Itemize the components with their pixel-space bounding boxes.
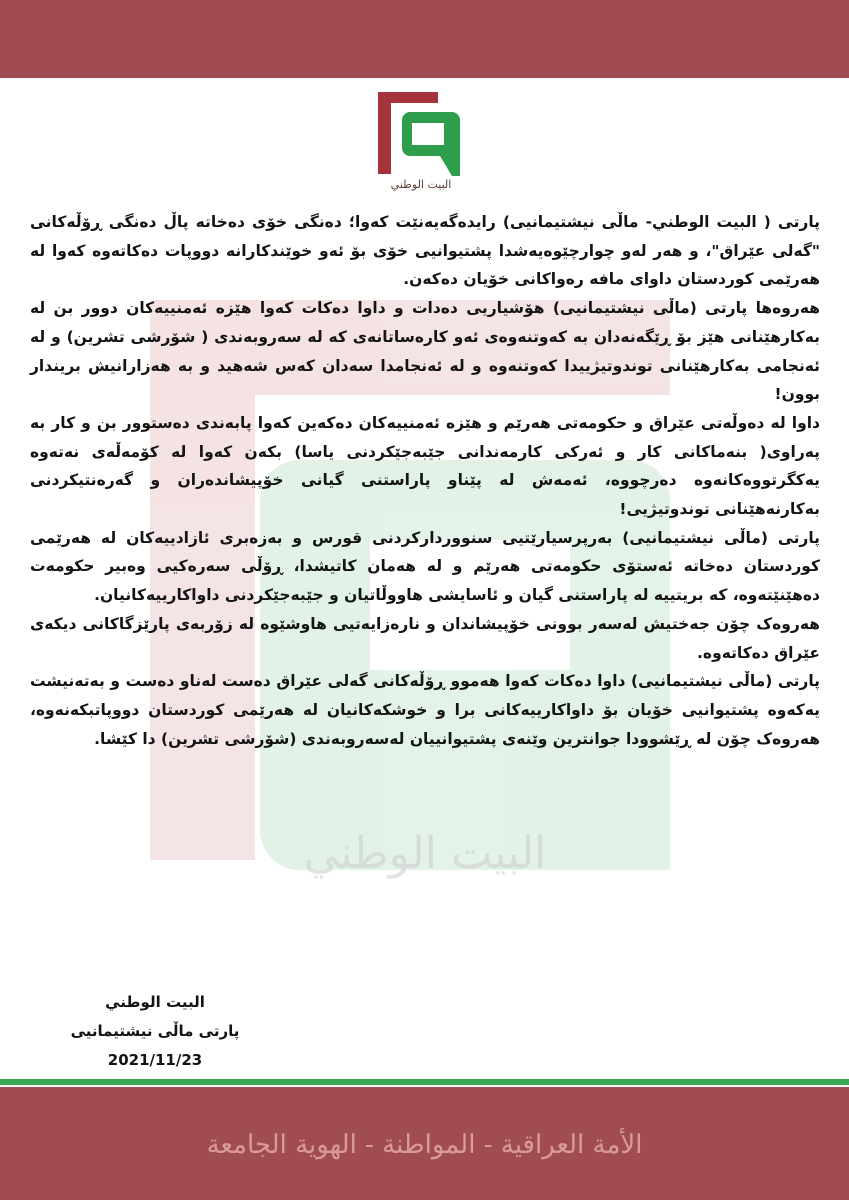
footer-divider-line: [0, 1079, 849, 1085]
top-header-band: [0, 0, 849, 78]
paragraph-3: داوا لە دەوڵەتی عێراق و حکومەتی هەرێم و هێزە ئەمنییەکان دەکەین کەوا پابەندی دەستوور بن و کار بە پەراوی( بنەماکانی کار و ئەرکی کارمەندانی جێبەجێکردنی یاسا) بکەن کەوا لە کۆمەڵەی نەتەوە یەکگرتووەکانەوە دەرچووە، ئەمەش لە پێناو پاراستنی گیانی خۆپیشاندەران و گەرەنتیکردنی بەکارنەهێنانی توندوتیژیی!: [30, 413, 820, 519]
paragraph-6: پارتی (ماڵی نیشتیمانیی) داوا دەکات کەوا هەموو ڕۆڵەکانی گەلی عێراق دەست لەناو دەست و بەتەنیشت یەکەوە پشتیوانیی خۆیان بۆ داواکارییەکانی برا و خوشکەکانیان لە هەرێمی کوردستان دووپاتبکەنەوە، هەروەک چۆن لە ڕێشوودا جوانترین وێنەی پشتیوانییان لەسەروبەندی (شۆرشی تشرین) دا کێشا.: [30, 672, 820, 748]
signature-date: 2021/11/23: [107, 1051, 203, 1069]
paragraph-1: پارتی ( البیت الوطني- ماڵی نیشتیمانیی) رایدەگەیەنێت کەوا؛ دەنگی خۆی دەخاتە پاڵ دەنگی ڕۆڵەکانی "گەلی عێراق"، و هەر لەو چوارچێوەیەشدا پشتیوانیی خۆی بۆ ئەو خوێندکارانە دووپات دەکاتەوە کەوا لە هەرێمی کوردستان داوای مافە رەواکانی خۆیان دەکەن.: [30, 213, 820, 289]
logo-mark-icon: [376, 90, 466, 178]
signature-org-arabic: البيت الوطني: [105, 993, 205, 1011]
party-logo: [376, 90, 466, 200]
signature-block: [60, 988, 250, 1075]
paragraph-4: پارتی (ماڵی نیشتیمانیی) بەرپرسیارێتیی سنووردارکردنی قورس و بەزەبری ئازادییەکان لە هەرێمی کوردستان دەخاتە ئەستۆی حکومەتی هەرێم و لە هەمان کاتیشدا، ڕۆڵی سەرەکیی وەبیر حکومەت دەهێنێتەوە، کە بریتییە لە پاراستنی گیان و ئاسایشی هاووڵاتیان و جێبەجێکردنی داواکارییەکانیان.: [30, 528, 820, 605]
paragraph-5: هەروەک چۆن جەختیش لەسەر بوونی خۆپیشاندان و نارەزایەتیی هاوشێوە لە زۆربەی پارێزگاکانی دیکەی عێراق دەکاتەوە.: [30, 614, 820, 662]
watermark-text: البيت الوطني: [303, 828, 547, 879]
footer-slogan: الأمة العراقية - المواطنة - الهوية الجامعة: [206, 1130, 643, 1160]
signature-org-kurdish: پارتی ماڵی نیشتیمانیی: [70, 1022, 240, 1040]
paragraph-2: هەروەها پارتی (ماڵی نیشتیمانیی) هۆشیاریی دەدات و داوا دەکات کەوا هێزە ئەمنییەکان دوور بن لە بەکارهێنانی هێز بۆ ڕێگەنەدان بە کەوتنەوەی ئەو کارەساتانەی کە لە سەروبەندی ( شۆرشی تشرین) و لە ئەنجامی بەکارهێنانی توندوتیژییدا کەوتنەوە و لە ئەنجامدا سەدان کەس شەهید و بە هەزارانیش بریندار بوون!: [30, 299, 820, 404]
logo-text: البيت الوطني: [390, 178, 452, 191]
statement-body: [30, 208, 820, 753]
